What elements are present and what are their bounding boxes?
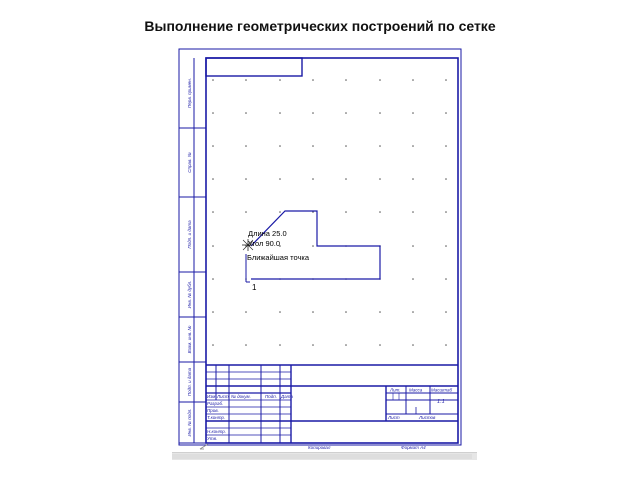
grid-dot (212, 245, 214, 247)
grid-dot (345, 211, 347, 213)
tooltip-length: Длина 25.0 (248, 229, 287, 238)
svg-text:Лист: Лист (217, 394, 229, 399)
grid-dot (312, 79, 314, 81)
sheet-label: Лист (388, 415, 400, 420)
grid-dot (312, 245, 314, 247)
grid-dot (245, 178, 247, 180)
binding-strip-label: Справ. № (187, 152, 192, 173)
binding-strip-label: Подп. и дата (187, 220, 192, 249)
binding-strip-label: Перв. примен. (187, 78, 192, 108)
grid-dot (279, 311, 281, 313)
grid-dot (412, 211, 414, 213)
grid-dot (345, 112, 347, 114)
grid-dot (445, 278, 447, 280)
format-label: Формат А4 (401, 445, 426, 450)
grid-dot (212, 344, 214, 346)
grid-dot (212, 178, 214, 180)
grid-dot (412, 79, 414, 81)
grid-dot (412, 145, 414, 147)
grid-dot (345, 344, 347, 346)
horizontal-scrollbar[interactable] (172, 452, 477, 460)
grid-dot (312, 112, 314, 114)
cursor-label: 1 (252, 283, 257, 292)
grid-dot (445, 245, 447, 247)
grid-dot (312, 145, 314, 147)
grid-dot (245, 112, 247, 114)
page-title: Выполнение геометрических построений по сетке (144, 18, 496, 34)
grid-dot (445, 211, 447, 213)
grid-dot (412, 344, 414, 346)
grid-dot (379, 211, 381, 213)
grid-dot (379, 311, 381, 313)
grid-dot (379, 145, 381, 147)
grid-dot (212, 145, 214, 147)
drawing-sheet[interactable] (168, 42, 468, 452)
binding-strip-label: Взам. инв. № (187, 325, 192, 354)
grid-dot (445, 311, 447, 313)
grid-dot (345, 311, 347, 313)
svg-text:Изм: Изм (207, 394, 216, 399)
drawing-canvas[interactable] (168, 42, 468, 452)
svg-text:Лит.: Лит. (390, 387, 401, 393)
grid-dot (379, 112, 381, 114)
grid-dot (445, 79, 447, 81)
grid-dot (312, 178, 314, 180)
grid-dot (279, 211, 281, 213)
grid-dot (279, 344, 281, 346)
grid-dot (279, 145, 281, 147)
scale-value: 1:1 (437, 399, 445, 405)
svg-text:Т.контр.: Т.контр. (207, 415, 226, 420)
svg-text:Подп.: Подп. (265, 394, 277, 399)
grid-dot (279, 178, 281, 180)
grid-dot (445, 112, 447, 114)
svg-text:Утв.: Утв. (207, 436, 218, 441)
grid-dot (245, 211, 247, 213)
svg-text:Масштаб: Масштаб (431, 387, 453, 393)
svg-text:Разраб.: Разраб. (207, 401, 224, 406)
grid-dot (412, 311, 414, 313)
svg-text:№ докум.: № докум. (231, 394, 251, 399)
binding-strip-label: Инв. № дубл. (187, 280, 192, 309)
tooltip-snap: Ближайшая точка (247, 253, 309, 262)
grid-dot (212, 278, 214, 280)
svg-text:Пров.: Пров. (207, 408, 219, 413)
grid-dot (245, 79, 247, 81)
grid-dot (212, 79, 214, 81)
binding-strip-label: Инв. № подл. (187, 408, 192, 437)
grid-dot (412, 112, 414, 114)
grid-dot (212, 211, 214, 213)
grid-dot (279, 112, 281, 114)
svg-text:Масса: Масса (409, 387, 423, 393)
grid-dot (379, 344, 381, 346)
grid-dot (279, 79, 281, 81)
grid-dot (379, 178, 381, 180)
grid-dot (445, 145, 447, 147)
grid-dot (245, 145, 247, 147)
grid-dot (412, 178, 414, 180)
revision-headers (207, 394, 293, 399)
tooltip-angle: Угол 90.0 (248, 239, 281, 248)
sheets-label: Листов (419, 415, 436, 420)
grid-dot (312, 344, 314, 346)
grid-dot (312, 311, 314, 313)
grid-dot (345, 178, 347, 180)
svg-text:Н.контр.: Н.контр. (207, 429, 227, 434)
grid-dot (245, 344, 247, 346)
grid-dot (445, 344, 447, 346)
binding-strip-label: Подп. и дата (187, 367, 192, 397)
grid-dot (345, 79, 347, 81)
copied-label: Копировал (308, 445, 331, 450)
grid-dot (412, 278, 414, 280)
grid-dot (212, 112, 214, 114)
grid-dot (379, 79, 381, 81)
svg-text:Дата: Дата (281, 394, 293, 399)
grid-dot (412, 245, 414, 247)
grid-dot (345, 145, 347, 147)
grid-dot (212, 311, 214, 313)
scrollbar-thumb[interactable] (172, 454, 472, 459)
grid-dot (445, 178, 447, 180)
grid-dot (245, 311, 247, 313)
